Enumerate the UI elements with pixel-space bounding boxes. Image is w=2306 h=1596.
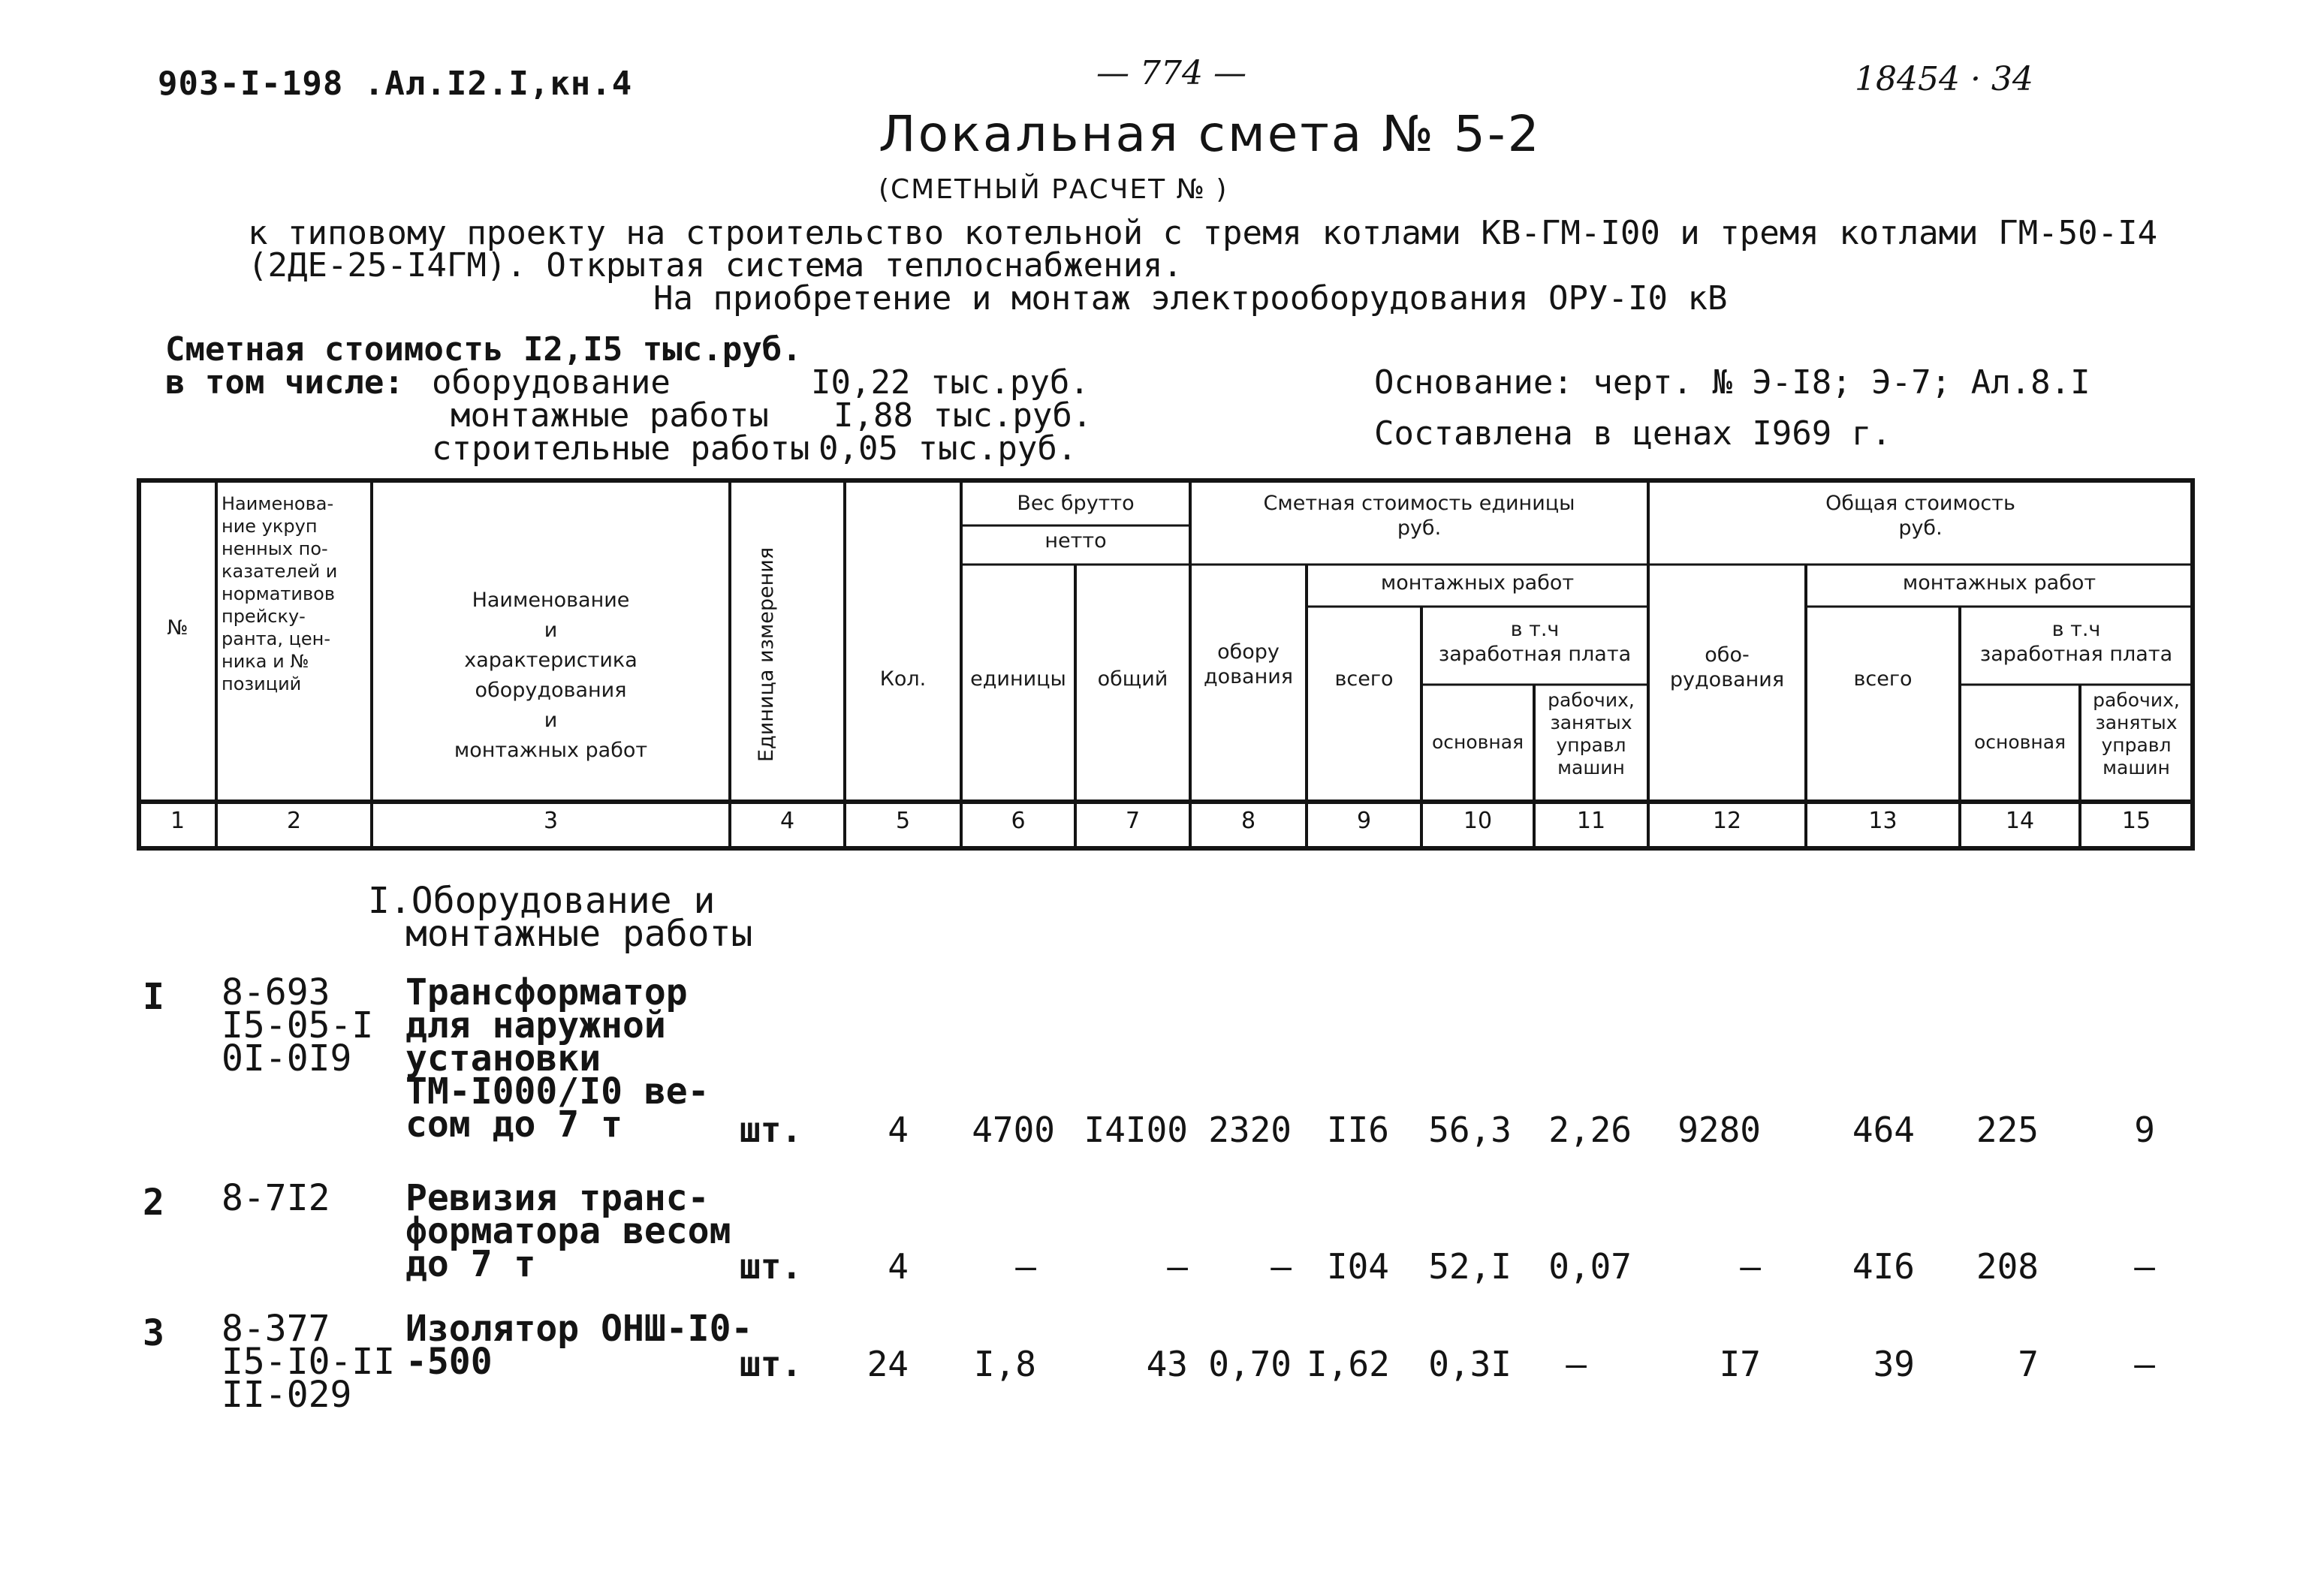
row-2-num: 2 [143,1182,164,1224]
including-label: в том числе: [165,363,404,402]
row-3-code: 8-377 I5-I0-II II-029 [222,1308,396,1416]
header-total-mont: монтажных работ [1902,571,2097,595]
column-number: 15 [2121,808,2151,834]
column-number: 8 [1240,808,1256,834]
row-2-mont-base: 52,I [1428,1246,1512,1287]
header-unit-incl: в т.ч заработная плата [1438,618,1632,666]
row-2-unit: шт. [740,1246,803,1287]
column-number: 14 [2005,808,2035,834]
column-number: 1 [170,808,185,834]
column-number: 12 [1712,808,1742,834]
row-2-total-base: 208 [1976,1246,2039,1287]
row-1-mont-all: II6 [1326,1110,1389,1150]
row-1-qty: 4 [888,1110,909,1150]
row-3-weight-total: 43 [1146,1344,1188,1384]
header-total-equip: обо- рудования [1669,643,1785,691]
column-number: 10 [1463,808,1493,834]
price-basis: Составлена в ценах I969 г. [1374,414,1892,453]
header-total-base: основная [1973,731,2066,753]
row-1-unit: шт. [740,1110,803,1150]
column-number: 9 [1356,808,1372,834]
header-total-incl: в т.ч заработная плата [1979,618,2173,666]
row-1-equip: 2320 [1208,1110,1292,1150]
page-number: — 774 — [1096,54,1246,92]
project-line-2: (2ДЕ-25-I4ГМ). Открытая система теплоснабжения. [248,246,1183,285]
page-title: Локальная смета № 5-2 [879,105,1542,163]
header-unit-equip: обору дования [1203,640,1294,688]
row-1-weight-unit: 4700 [972,1110,1055,1150]
construction-label: строительные работы [432,429,810,468]
row-1-num: I [143,976,164,1018]
equipment-label: оборудование [432,363,671,402]
row-3-mont-base: 0,3I [1428,1344,1512,1384]
row-2-mont-all: I04 [1326,1246,1389,1287]
row-1-total-machine: 9 [2134,1110,2155,1150]
header-weight-gross: Вес брутто [1017,492,1135,515]
column-number: 13 [1868,808,1898,834]
row-2-weight-unit: – [1015,1246,1036,1287]
header-qty: Кол. [879,667,927,691]
row-2-name: Ревизия транс- форматора весом до 7 т [405,1177,731,1285]
row-3-qty: 24 [867,1344,909,1384]
equipment-value: I0,22 тыс.руб. [811,363,1090,402]
header-unit-mont: монтажных работ [1380,571,1575,595]
row-1-total-all: 464 [1852,1110,1915,1150]
section-subtitle: монтажные работы [405,913,753,955]
header-total-machine: рабочих, занятых управл машин [2093,689,2180,778]
header-unit-machine: рабочих, занятых управл машин [1548,689,1635,778]
header-weight-unit: единицы [970,667,1066,691]
row-3-total-all: 39 [1873,1344,1915,1384]
project-line-1: к типовому проекту на строительство котельной с тремя котлами КВ-ГМ-I00 и тремя котлами ГМ-50-I4 [248,214,2158,252]
document-code: 903-I-198 .Ал.I2.I,кн.4 [158,65,633,103]
row-3-equip: 0,70 [1208,1344,1292,1384]
archive-number: 18454 · 34 [1855,60,2033,98]
column-number: 6 [1011,808,1026,834]
column-number: 11 [1576,808,1606,834]
column-number: 4 [779,808,795,834]
header-name: Наименование и характеристика оборудования и монтажных работ [454,589,648,762]
row-2-weight-total: – [1167,1246,1188,1287]
header-num: № [167,616,188,640]
row-2-equip: – [1271,1246,1292,1287]
row-2-mont-machine: 0,07 [1548,1246,1632,1287]
row-3-weight-unit: I,8 [973,1344,1036,1384]
installation-value: I,88 тыс.руб. [833,396,1093,435]
header-unit-cost: Сметная стоимость единицы руб. [1263,492,1575,540]
header-unit-base: основная [1431,731,1524,753]
header-code: Наименова- ние укруп ненных по- казателей и нормативов прейску- ранта, цен- ника и № позиций [222,493,338,694]
row-1-mont-base: 56,3 [1428,1110,1512,1150]
header-unit-all: всего [1334,667,1394,691]
row-2-total-machine: – [2134,1246,2155,1287]
header-weight-net: нетто [1044,529,1107,553]
row-3-mont-all: I,62 [1307,1344,1390,1384]
row-3-mont-machine: – [1566,1344,1587,1384]
row-3-total-equip: I7 [1719,1344,1761,1384]
column-number: 3 [543,808,559,834]
header-weight-total: общий [1097,667,1168,691]
row-2-qty: 4 [888,1246,909,1287]
column-number: 7 [1125,808,1141,834]
project-line-3: На приобретение и монтаж электрооборудования ОРУ-I0 кВ [653,279,1728,318]
row-2-code: 8-7I2 [222,1177,330,1219]
construction-value: 0,05 тыс.руб. [818,429,1078,468]
header-total-cost: Общая стоимость руб. [1825,492,2015,540]
row-1-total-equip: 9280 [1678,1110,1761,1150]
row-1-mont-machine: 2,26 [1548,1110,1632,1150]
row-1-weight-total: I4I00 [1084,1110,1188,1150]
section-title: I.Оборудование и [368,880,716,922]
installation-label: монтажные работы [451,396,769,435]
row-3-total-base: 7 [2018,1344,2039,1384]
row-3-unit: шт. [740,1344,803,1384]
header-total-all: всего [1853,667,1913,691]
header-unit: Единица измерения [755,547,778,762]
column-number: 2 [286,808,302,834]
row-3-name: Изолятор ОНШ-I0- -500 [405,1308,753,1383]
row-3-total-machine: – [2134,1344,2155,1384]
calc-label: (СМЕТНЫЙ РАСЧЕТ № ) [879,174,1228,205]
row-3-num: 3 [143,1312,164,1354]
row-2-total-all: 4I6 [1852,1246,1915,1287]
column-number: 5 [895,808,911,834]
row-2-total-equip: – [1740,1246,1761,1287]
row-1-total-base: 225 [1976,1110,2039,1150]
row-1-name: Трансформатор для наружной установки ТМ-I000/I0 ве- сом до 7 т [405,971,710,1146]
total-cost: Сметная стоимость I2,I5 тыс.руб. [165,330,802,369]
row-1-code: 8-693 I5-05-I 0I-0I9 [222,971,374,1080]
basis-reference: Основание: черт. № Э-I8; Э-7; Ал.8.I [1374,363,2090,402]
